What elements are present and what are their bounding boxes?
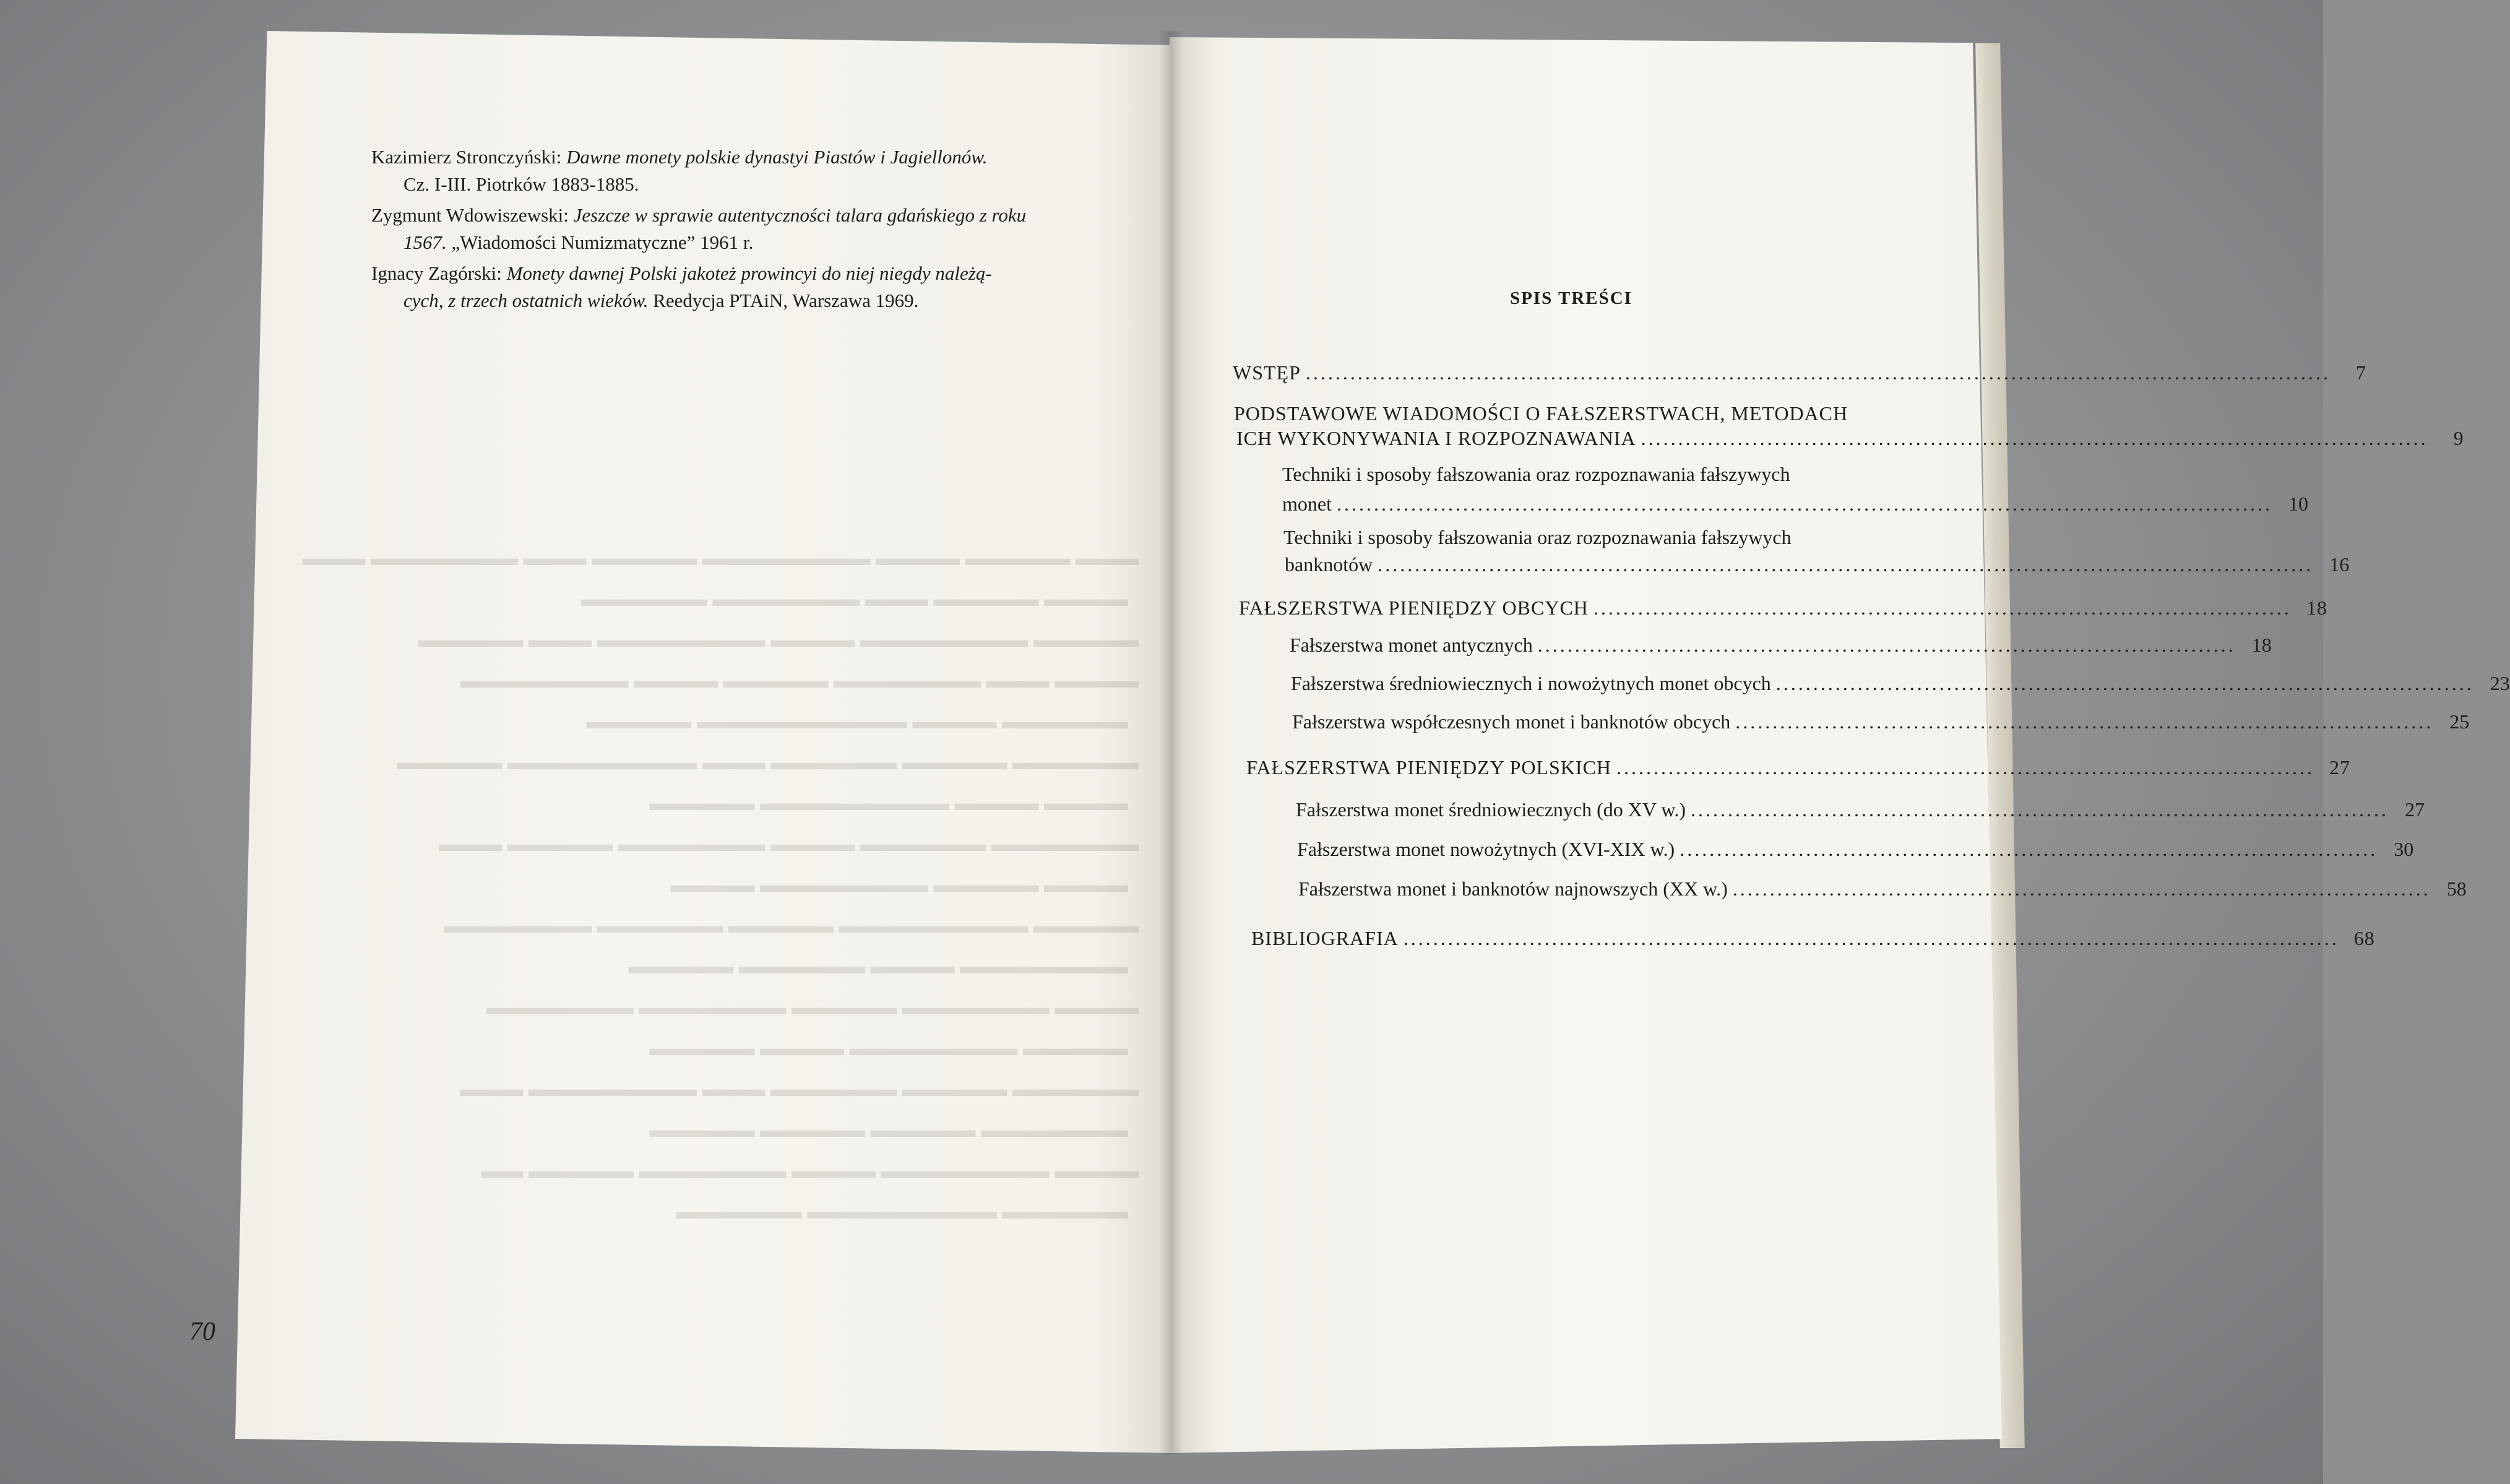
bib-title: Jeszcze w sprawie autentyczności talara gdańskiego z roku [573,204,1027,226]
toc-entry-label: BIBLIOGRAFIA [1251,927,1399,949]
page-number: 70 [189,1318,215,1346]
toc-entry-label: Fałszerstwa współczesnych monet i banknotów obcych [1292,710,1731,733]
bibliography-entry [371,260,1132,314]
bib-details: Reedycja PTAiN, Warszawa 1969. [653,290,919,311]
toc-leader-dots: .......................................................................................................... [1641,427,2428,449]
bib-details: „Wiadomości Numizmatyczne” 1961 r. [451,231,754,253]
bleed-through-texture: ▬▬▬ ▬▬▬▬▬ ▬▬▬▬ ▬▬▬▬▬▬▬▬ ▬▬▬▬▬ ▬▬▬ ▬▬▬▬▬▬▬ ▬▬▬ ▬▬▬▬ ▬▬▬▬▬ ▬▬▬ ▬▬▬▬▬▬▬ ▬▬▬▬▬▬ ▬▬▬▬▬ ▬▬▬▬▬▬▬▬ ▬▬▬▬ ▬▬▬▬▬▬▬▬ ▬▬▬ ▬▬▬▬▬ ▬▬▬▬ ▬▬▬ ▬▬▬▬▬▬▬ ▬▬▬▬▬ ▬▬▬▬ ▬▬▬▬▬▬▬▬ ▬▬▬▬▬▬ ▬▬▬▬ ▬▬▬▬▬▬▬▬▬▬ ▬▬▬▬▬ ▬▬▬▬▬▬ ▬▬▬▬▬ ▬▬▬▬▬▬ ▬▬▬ ▬▬▬▬▬▬▬▬▬ ▬▬▬▬▬ ▬▬▬▬ ▬▬▬▬ ▬▬▬▬▬▬▬▬▬ ▬▬▬▬▬ ▬▬▬▬▬▬▬ ▬▬▬▬▬▬ ▬▬▬▬ ▬▬▬▬▬▬▬ ▬▬▬▬▬ ▬▬▬ ▬▬▬▬ ▬▬▬▬▬ ▬▬▬▬▬▬▬▬ ▬▬▬▬ ▬▬▬▬▬ ▬▬▬▬▬▬▬▬▬ ▬▬▬▬▬ ▬▬▬▬▬▬ ▬▬▬▬▬▬▬ ▬▬▬▬▬▬▬▬ ▬▬▬▬ ▬▬▬▬▬▬ ▬▬▬▬▬ ▬▬▬▬ ▬▬▬▬▬▬▬ ▬▬▬▬▬ ▬▬▬▬▬▬▬ ▬▬▬▬▬▬▬ ▬▬▬▬▬ ▬▬▬▬▬▬▬▬ ▬▬▬▬ ▬▬▬▬▬ ▬▬▬▬▬▬ ▬▬▬▬▬ ▬▬▬▬▬▬ ▬▬▬ ▬▬▬▬▬▬▬▬ ▬▬▬ ▬▬▬▬▬▬▬ ▬▬▬▬▬ ▬▬▬▬▬ ▬▬▬▬▬ ▬▬▬▬ ▬▬▬▬▬▬▬▬ ▬▬▬▬ ▬▬▬▬▬▬▬ ▬▬▬▬▬ ▬▬ ▬▬▬▬▬▬ ▬▬▬▬▬▬▬▬▬ ▬▬▬▬▬▬ [302,547,1139,1223]
bib-title: Dawne monety polskie dynastyi Piastów i Jagiellonów. [566,146,988,168]
toc-entry [1282,493,2308,516]
toc-entry-label: FAŁSZERSTWA PIENIĘDZY POLSKICH [1246,756,1612,779]
bib-author: Ignacy Zagórski: [371,262,502,284]
toc-entry [1292,710,2470,733]
toc-entry-label-line1: Techniki i sposoby fałszowania oraz rozpoznawania fałszywych [1282,463,1790,485]
bib-author: Zygmunt Wdowiszewski: [371,204,569,226]
toc-leader-dots: .............................................................................................. [1735,710,2434,733]
toc-entry [1246,756,2351,779]
toc-entry-label: Fałszerstwa monet antycznych [1290,634,1533,656]
toc-entry-label: monet [1282,493,1332,515]
toc-entry-page: 18 [2251,634,2272,656]
toc-leader-dots: .............................................................................................................................. [1403,927,2339,949]
bib-title: Monety dawnej Polski jakoteż prowincyi do niej niegdy należą- [506,262,992,284]
toc-entry [1298,878,2467,900]
toc-entry-label: ICH WYKONYWANIA I ROZPOZNAWANIA [1236,427,1636,449]
toc-entry [1285,553,2350,576]
toc-entry-page: 9 [2453,427,2464,449]
toc-title: SPIS TREŚCI [1510,288,1632,308]
toc-entry [1297,838,2414,861]
bibliography-entry [371,144,1132,198]
toc-entry-page: 16 [2329,553,2350,576]
toc-leader-dots: .............................................................................................. [1616,756,2315,779]
toc-entry-label: banknotów [1285,553,1373,576]
bibliography-list [371,144,1132,318]
toc-leader-dots: .......................................................................................................................................... [1305,361,2331,384]
toc-entry-page: 10 [2288,493,2308,515]
toc-entry-label-line1: Techniki i sposoby fałszowania oraz rozpoznawania fałszywych [1283,526,1792,548]
toc-entry [1290,634,2272,657]
toc-entry-label: Fałszerstwa średniowiecznych i nowożytnych monet obcych [1291,672,1771,694]
toc-entry-page: 25 [2449,710,2470,733]
toc-entry-page: 58 [2446,878,2467,900]
toc-entry-label: Fałszerstwa monet średniowiecznych (do XV w.) [1296,798,1686,821]
toc-leader-dots: .............................................................................................. [1593,597,2292,619]
bib-title-cont: cych, z trzech ostatnich wieków. [403,290,649,311]
toc-entry-page: 27 [2405,798,2425,821]
right-page [1170,37,2002,1453]
toc-entry [1236,427,2464,450]
bib-details: Cz. I-III. Piotrków 1883-1885. [403,173,639,195]
toc-entry-page: 27 [2329,756,2351,779]
toc-leader-dots: .............................................................................................................................. [1336,493,2272,515]
toc-entry-page: 7 [2355,361,2366,384]
toc-leader-dots: .............................................................................................. [1732,878,2431,900]
toc-entry [1251,927,2375,950]
toc-entry-label-line1: PODSTAWOWE WIADOMOŚCI O FAŁSZERSTWACH, METODACH [1234,402,1848,425]
toc-entry-label: Fałszerstwa monet i banknotów najnowszych (XX w.) [1298,878,1728,900]
toc-entry [1239,597,2327,619]
toc-entry [1291,672,2510,695]
book-spine [1158,31,1183,1454]
toc-entry-label: Fałszerstwa monet nowożytnych (XVI-XIX w.) [1297,838,1675,860]
bib-author: Kazimierz Stronczyński: [371,146,562,168]
toc-entry-page: 18 [2306,597,2327,619]
toc-entry-page: 68 [2353,927,2375,949]
toc-entry-page: 30 [2394,838,2414,860]
toc-leader-dots: .............................................................................................. [1775,672,2474,694]
toc-entry-label: FAŁSZERSTWA PIENIĘDZY OBCYCH [1239,597,1589,619]
toc-leader-dots: .............................................................................................. [1537,634,2236,656]
toc-entry-page: 23 [2490,672,2510,694]
toc-entry [1233,361,2366,384]
bib-title-cont: 1567. [403,231,447,253]
toc-leader-dots: .............................................................................................................................. [1378,553,2314,576]
toc-entry-label: WSTĘP [1233,361,1301,384]
toc-leader-dots: .............................................................................................. [1680,838,2378,860]
toc-entry [1296,798,2425,821]
toc-leader-dots: .............................................................................................. [1691,798,2389,821]
bibliography-entry [371,202,1132,256]
